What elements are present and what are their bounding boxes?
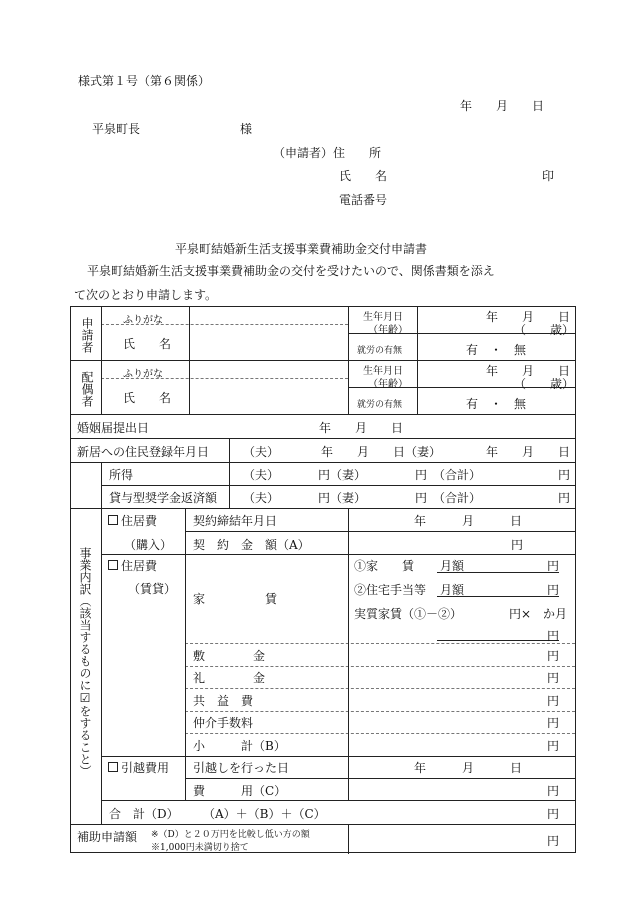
- rental-checkbox[interactable]: [108, 560, 118, 570]
- applicant-age-label: （年齢）: [368, 325, 408, 336]
- applicant-name-field-label: 氏 名: [123, 337, 172, 351]
- deposit-yen: 円: [547, 649, 560, 663]
- common-fee-yen: 円: [547, 694, 560, 708]
- seal-mark: 印: [542, 169, 555, 183]
- date-line: 年 月 日: [460, 99, 545, 113]
- rental-label: 住居費: [121, 559, 158, 573]
- rent-item-1-monthly: 月額: [440, 559, 465, 573]
- purchase-checkbox[interactable]: [108, 515, 118, 525]
- moving-label: 引越費用: [121, 761, 170, 775]
- subtotal-b-label: 小 計（B）: [193, 739, 286, 753]
- rent-item-2: ②住宅手当等: [354, 583, 427, 597]
- common-fee-label: 共 益 費: [193, 694, 254, 708]
- spouse-employment-label: 就労の有無: [357, 400, 403, 410]
- intro-line-1: 平泉町結婚新生活支援事業費補助金の交付を受けたいので、関係書類を添え: [87, 264, 495, 278]
- key-money-label: 礼 金: [193, 671, 266, 685]
- loan-husband-label: （夫）: [243, 491, 280, 505]
- rent-item-1-yen: 円: [547, 559, 560, 573]
- applicant-birth-label: 生年月日: [363, 312, 403, 323]
- key-money-yen: 円: [547, 671, 560, 685]
- actual-rent-months: 円× か月: [509, 607, 568, 621]
- applicant-furigana-label: ふりがな: [123, 315, 163, 326]
- spouse-name-field-label: 氏 名: [123, 391, 172, 405]
- agency-fee-label: 仲介手数料: [193, 716, 254, 730]
- addressee: 平泉町長: [92, 122, 141, 136]
- subsidy-label: 補助申請額: [77, 830, 138, 844]
- deposit-label: 敷 金: [193, 649, 266, 663]
- application-table: [70, 306, 576, 853]
- applicant-employment-value: 有 ・ 無: [466, 343, 527, 357]
- total-formula: （A）＋（B）＋（C）: [203, 807, 326, 821]
- moving-checkbox[interactable]: [108, 762, 118, 772]
- rent-item-2-monthly: 月額: [440, 583, 465, 597]
- applicant-name-label: 氏 名: [339, 169, 388, 183]
- spouse-age-value: （ 歳）: [514, 377, 575, 391]
- rent-label: 家 賃: [193, 592, 278, 606]
- total-d-label: 合 計（D）: [109, 807, 179, 821]
- business-breakdown-heading: 事業内訳（該当するものに☑をすること）: [78, 547, 92, 777]
- loan-label: 貸与型奨学金返済額: [109, 491, 218, 505]
- contract-date-value: 年 月 日: [414, 514, 523, 528]
- spouse-employment-value: 有 ・ 無: [466, 397, 527, 411]
- marriage-date-value: 年 月 日: [319, 421, 404, 435]
- resident-wife-date: 年 月 日: [486, 445, 571, 459]
- loan-total-label: 円 （合計）: [415, 491, 482, 505]
- purchase-label: 住居費: [121, 514, 158, 528]
- form-number: 様式第１号（第６関係）: [78, 74, 211, 88]
- income-wife-label: 円（妻）: [318, 468, 367, 482]
- rent-item-1: ①家 賃: [354, 559, 415, 573]
- income-husband-label: （夫）: [243, 468, 280, 482]
- income-label: 所得: [109, 468, 134, 482]
- rental-sub-label: （賃貸）: [128, 582, 177, 596]
- spouse-birth-value: 年 月 日: [486, 364, 571, 378]
- income-total-yen: 円: [558, 468, 571, 482]
- subsidy-yen: 円: [547, 834, 560, 848]
- actual-rent-yen: 円: [547, 629, 560, 643]
- addressee-sama: 様: [240, 122, 253, 136]
- moving-date-value: 年 月 日: [414, 761, 523, 775]
- marriage-date-label: 婚姻届提出日: [77, 421, 150, 435]
- spouse-birth-label: 生年月日: [363, 366, 403, 377]
- rent-item-2-yen: 円: [547, 583, 560, 597]
- income-total-label: 円 （合計）: [415, 468, 482, 482]
- spouse-heading: 配偶者: [80, 371, 94, 407]
- spouse-furigana-label: ふりがな: [123, 369, 163, 380]
- contract-date-label: 契約締結年月日: [193, 514, 278, 528]
- moving-cost-yen: 円: [547, 784, 560, 798]
- document-title: 平泉町結婚新生活支援事業費補助金交付申請書: [175, 242, 428, 256]
- applicant-heading: 申請者: [80, 317, 94, 353]
- total-d-yen: 円: [547, 807, 560, 821]
- subsidy-note-2: ※1,000円未満切り捨て: [151, 843, 249, 853]
- purchase-sub-label: （購入）: [124, 538, 173, 552]
- resident-husband-date: 年 月 日（妻）: [321, 445, 442, 459]
- moving-cost-label: 費 用（C）: [193, 784, 287, 798]
- loan-wife-label: 円（妻）: [318, 491, 367, 505]
- applicant-employment-label: 就労の有無: [357, 346, 403, 356]
- resident-date-label: 新居への住民登録年月日: [77, 445, 210, 459]
- intro-line-2: て次のとおり申請します。: [74, 288, 218, 302]
- phone-label: 電話番号: [339, 193, 388, 207]
- spouse-age-label: （年齢）: [368, 379, 408, 390]
- subsidy-note-1: ※（D）と２０万円を比較し低い方の額: [151, 830, 310, 840]
- resident-husband-label: （夫）: [243, 445, 280, 459]
- loan-total-yen: 円: [558, 491, 571, 505]
- contract-amount-yen: 円: [511, 538, 524, 552]
- contract-amount-label: 契 約 金 額（A）: [193, 538, 310, 552]
- applicant-age-value: （ 歳）: [514, 323, 575, 337]
- agency-fee-yen: 円: [547, 716, 560, 730]
- moving-date-label: 引越しを行った日: [193, 761, 290, 775]
- subtotal-b-yen: 円: [547, 739, 560, 753]
- actual-rent-label: 実質家賃（①－②）: [354, 607, 463, 621]
- applicant-address-label: （申請者）住 所: [273, 146, 382, 160]
- applicant-birth-value: 年 月 日: [486, 310, 571, 324]
